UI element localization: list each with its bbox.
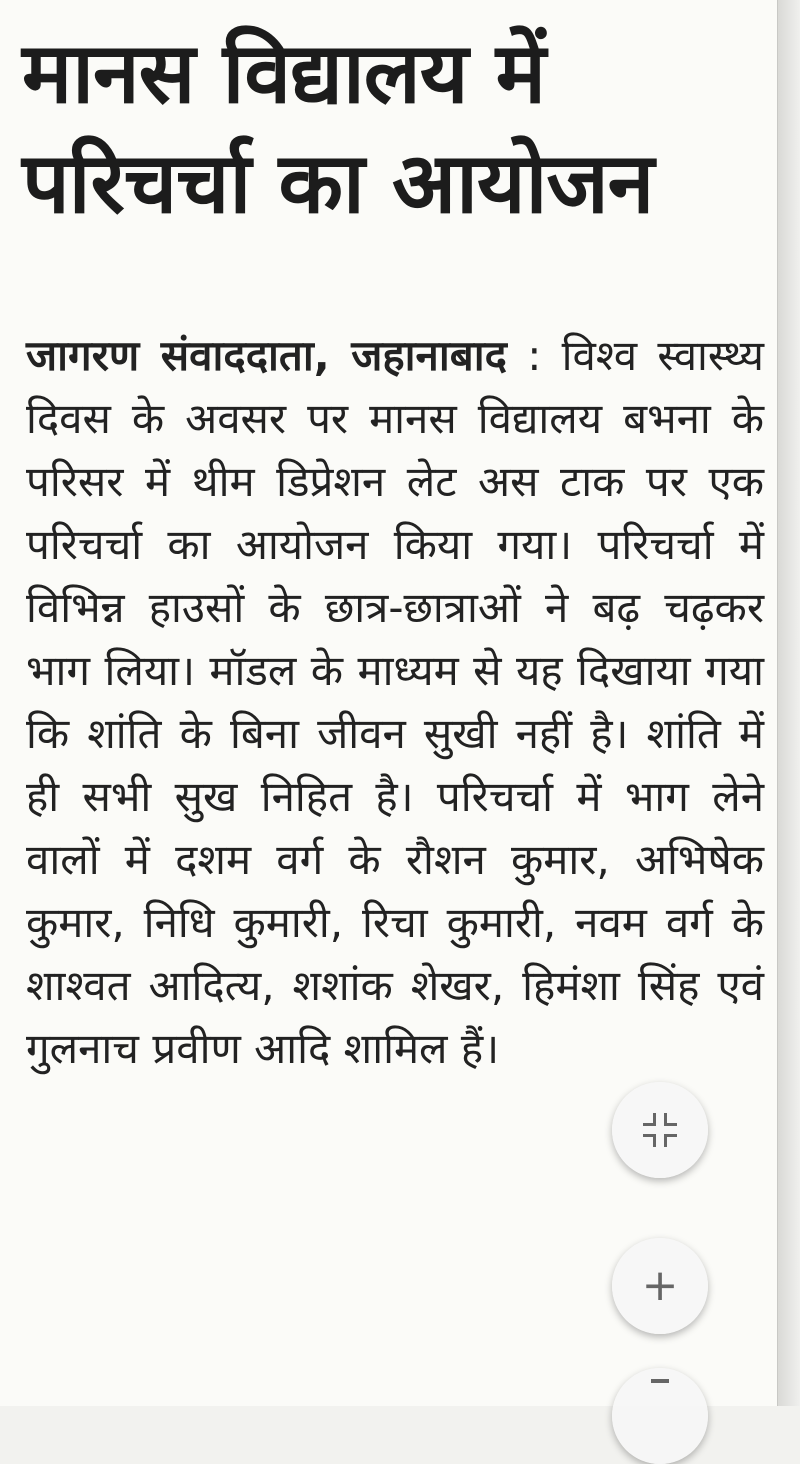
article-byline: जागरण संवाददाता, जहानाबाद (26, 331, 507, 380)
collapse-button[interactable] (612, 1082, 708, 1178)
minus-icon (651, 1379, 669, 1383)
article-text: विश्व स्वास्थ्य दिवस के अवसर पर मानस विद्यालय बभना के परिसर में थीम डिप्रेशन लेट अस टाक पर एक परिचर्चा का आयोजन किया गया। परिचर्चा में विभिन्न हाउसों के छात्र-छात्राओं ने बढ़ चढ़कर भाग लिया। मॉडल के माध्यम से यह दिखाया गया कि शांति के बिना जीवन सुखी नहीं है। शांति में ही सभी सुख निहित है। परिचर्चा में भाग लेने वालों में दशम वर्ग के रौशन कुमार, अभिषेक कुमार, निधि कुमारी, रिचा कुमारी, नवम वर्ग के शाश्वत आदित्य, शशांक शेखर, हिमंशा सिंह एवं गुलनाच प्रवीण आदि शामिल हैं। (26, 331, 764, 1073)
byline-separator: : (506, 331, 562, 380)
headline-line-2: परिचर्चा का आयोजन (22, 134, 654, 232)
collapse-icon (643, 1113, 677, 1147)
headline-line-1: मानस विद्यालय में (22, 24, 545, 122)
article-body (26, 324, 764, 1080)
zoom-in-button[interactable] (612, 1238, 708, 1334)
zoom-out-button[interactable] (612, 1368, 708, 1464)
article-headline (22, 18, 762, 238)
plus-icon: + (641, 1260, 679, 1311)
viewer-edge (777, 0, 800, 1406)
